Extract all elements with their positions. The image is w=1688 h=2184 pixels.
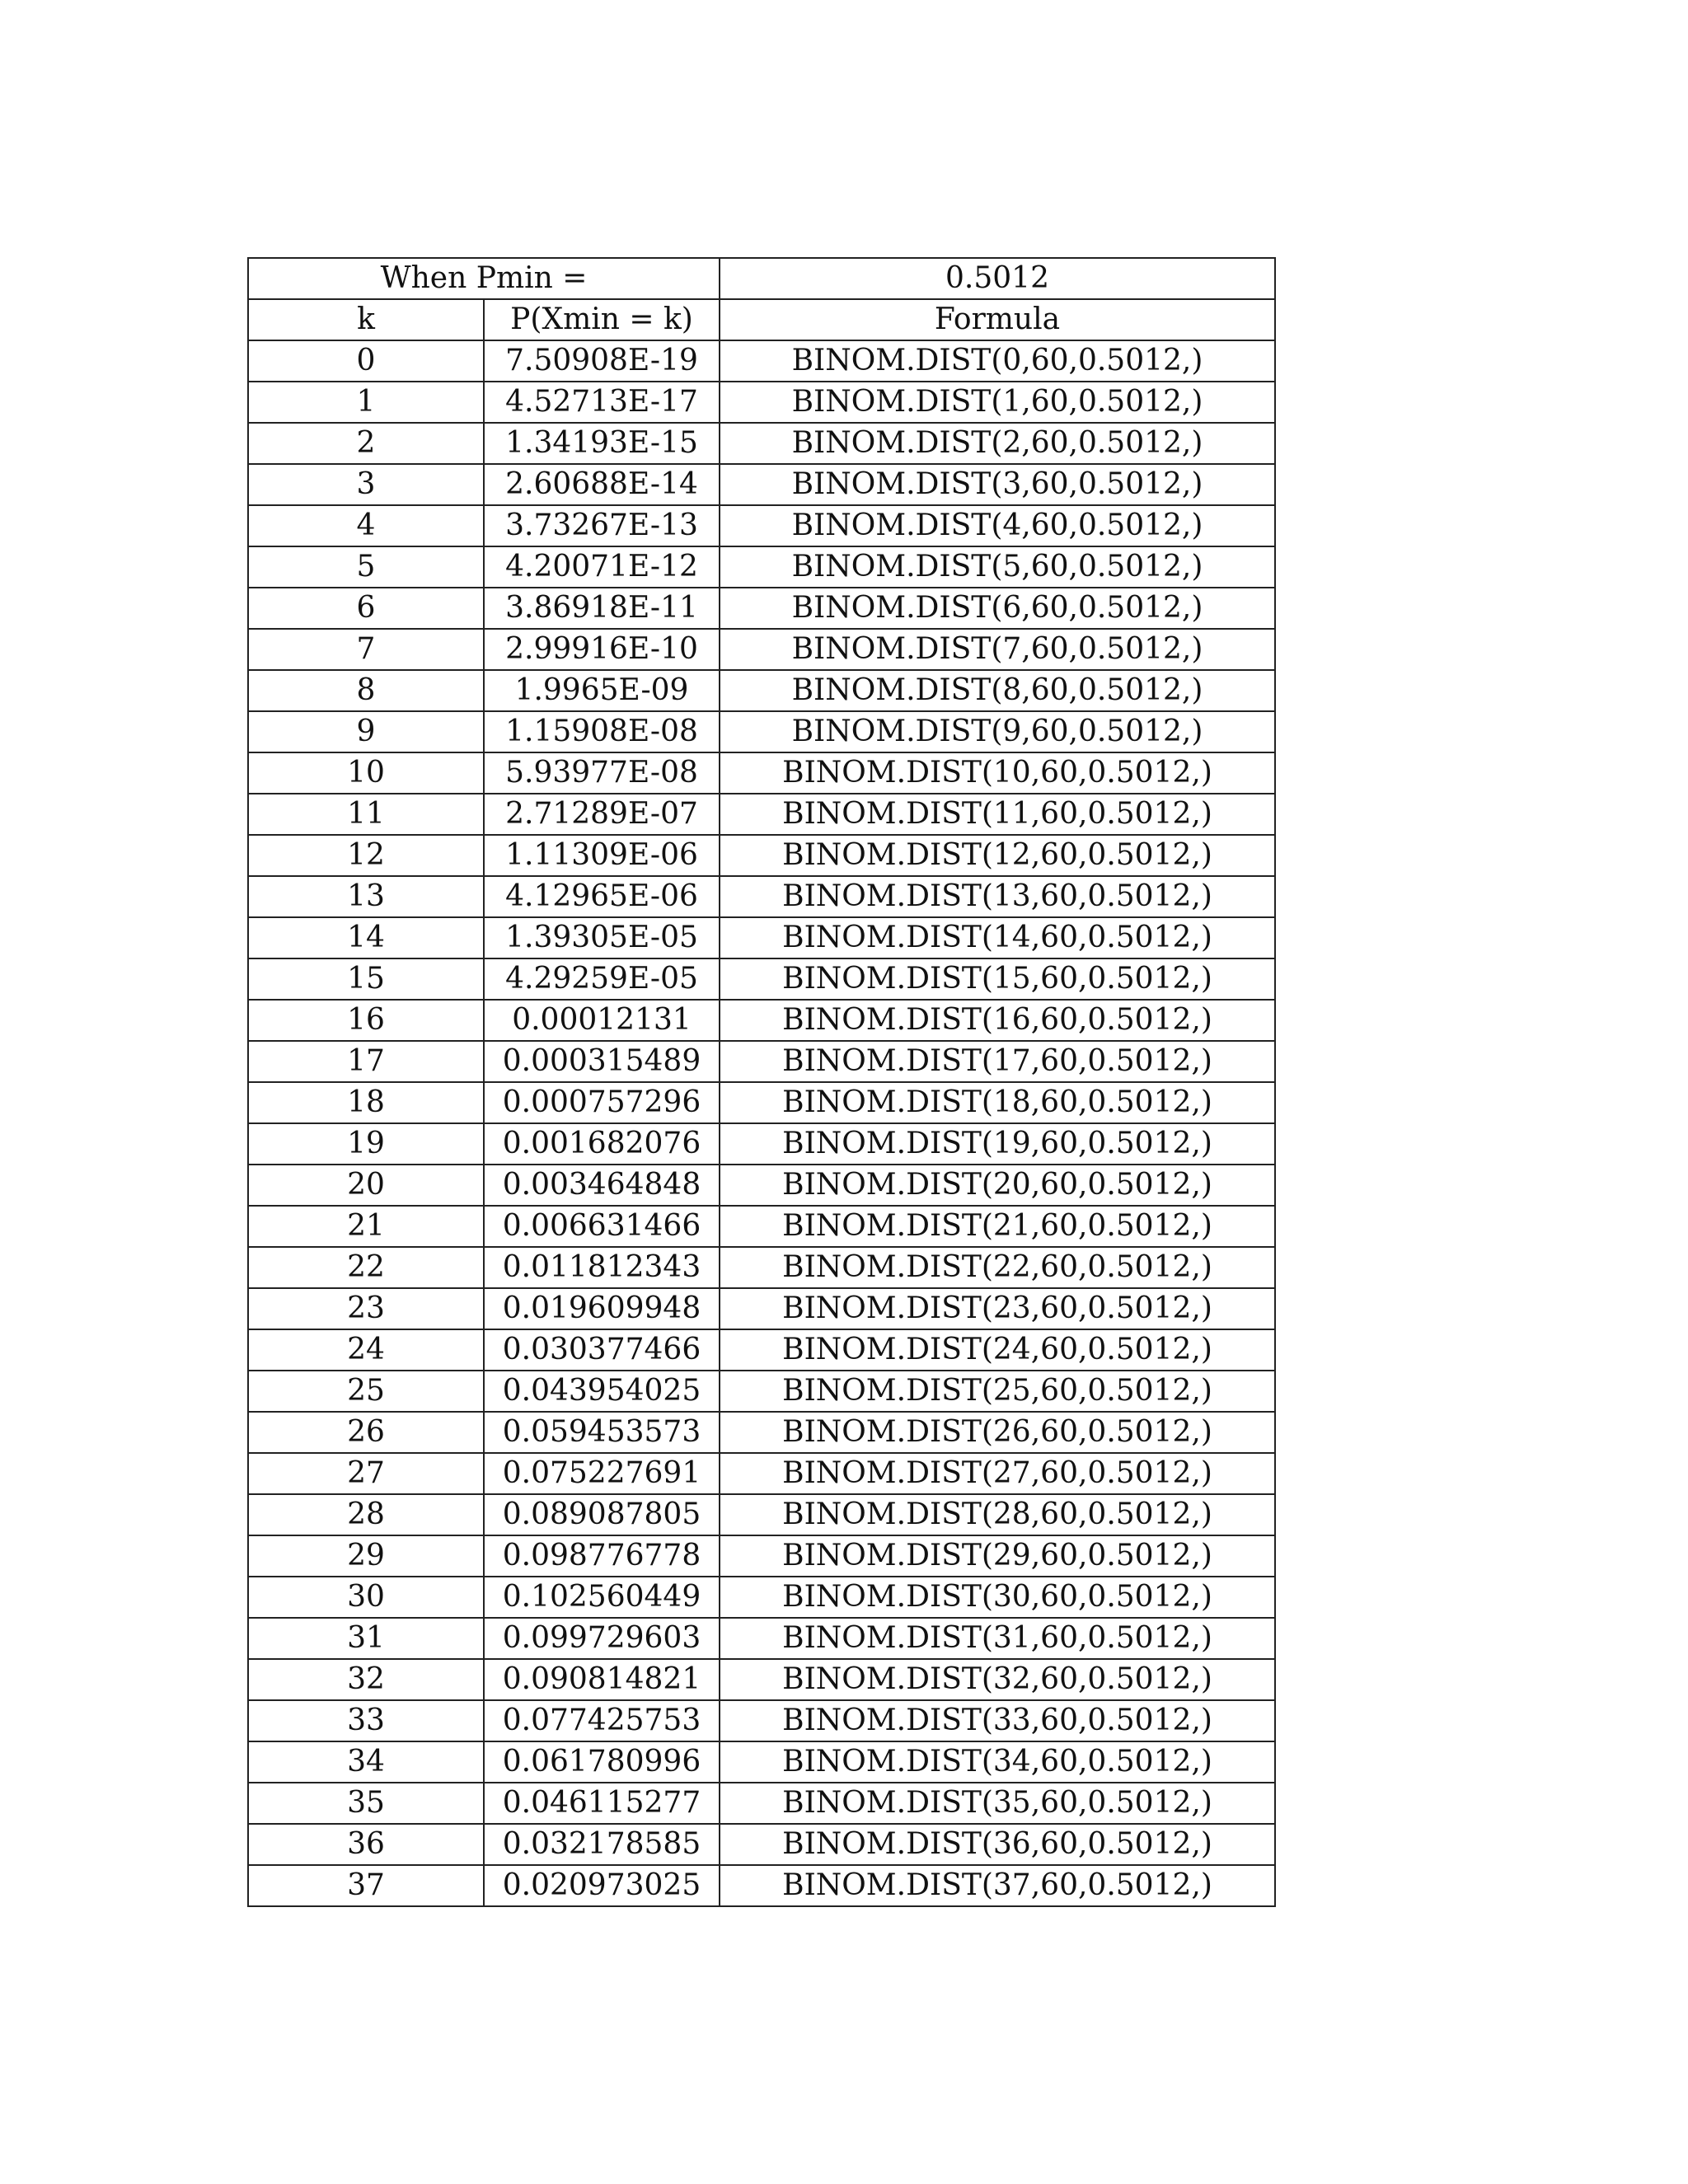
- cell-formula: BINOM.DIST(31,60,0.5012,): [720, 1618, 1275, 1659]
- cell-probability: 0.000757296: [484, 1082, 720, 1123]
- pmin-label: When Pmin =: [248, 258, 720, 299]
- cell-probability: 0.089087805: [484, 1494, 720, 1535]
- cell-formula: BINOM.DIST(25,60,0.5012,): [720, 1371, 1275, 1412]
- cell-probability: 0.003464848: [484, 1165, 720, 1206]
- cell-formula: BINOM.DIST(23,60,0.5012,): [720, 1288, 1275, 1329]
- table-row: [248, 1000, 1275, 1041]
- cell-probability: 4.12965E-06: [484, 876, 720, 917]
- table-row: [248, 1206, 1275, 1247]
- table-row: [248, 1041, 1275, 1082]
- cell-formula: BINOM.DIST(22,60,0.5012,): [720, 1247, 1275, 1288]
- cell-formula: BINOM.DIST(18,60,0.5012,): [720, 1082, 1275, 1123]
- cell-k: 3: [248, 464, 484, 505]
- cell-formula: BINOM.DIST(17,60,0.5012,): [720, 1041, 1275, 1082]
- table-row: [248, 835, 1275, 876]
- cell-probability: 1.39305E-05: [484, 917, 720, 958]
- table-row: [248, 629, 1275, 670]
- cell-k: 2: [248, 423, 484, 464]
- cell-probability: 0.032178585: [484, 1824, 720, 1865]
- cell-formula: BINOM.DIST(28,60,0.5012,): [720, 1494, 1275, 1535]
- cell-probability: 0.075227691: [484, 1453, 720, 1494]
- cell-formula: BINOM.DIST(11,60,0.5012,): [720, 794, 1275, 835]
- table-row: [248, 1453, 1275, 1494]
- table-row: [248, 1783, 1275, 1824]
- table-row: [248, 1371, 1275, 1412]
- pmin-row: [248, 258, 1275, 299]
- cell-formula: BINOM.DIST(35,60,0.5012,): [720, 1783, 1275, 1824]
- cell-probability: 0.006631466: [484, 1206, 720, 1247]
- table-row: [248, 1329, 1275, 1371]
- binomial-table: [247, 257, 1276, 1907]
- table-row: [248, 464, 1275, 505]
- cell-probability: 0.077425753: [484, 1700, 720, 1741]
- cell-k: 35: [248, 1783, 484, 1824]
- table-row: [248, 1700, 1275, 1741]
- cell-probability: 0.102560449: [484, 1577, 720, 1618]
- table-row: [248, 1741, 1275, 1783]
- cell-k: 27: [248, 1453, 484, 1494]
- table-row: [248, 794, 1275, 835]
- cell-formula: BINOM.DIST(2,60,0.5012,): [720, 423, 1275, 464]
- cell-k: 11: [248, 794, 484, 835]
- pmin-value: 0.5012: [720, 258, 1275, 299]
- column-header-row: [248, 299, 1275, 340]
- cell-formula: BINOM.DIST(0,60,0.5012,): [720, 340, 1275, 382]
- cell-k: 9: [248, 711, 484, 752]
- cell-probability: 5.93977E-08: [484, 752, 720, 794]
- cell-k: 24: [248, 1329, 484, 1371]
- cell-probability: 4.52713E-17: [484, 382, 720, 423]
- table-row: [248, 1494, 1275, 1535]
- cell-k: 32: [248, 1659, 484, 1700]
- cell-k: 4: [248, 505, 484, 546]
- cell-formula: BINOM.DIST(29,60,0.5012,): [720, 1535, 1275, 1577]
- column-header-probability: P(Xmin = k): [484, 299, 720, 340]
- table-row: [248, 1123, 1275, 1165]
- table-row: [248, 505, 1275, 546]
- cell-probability: 0.043954025: [484, 1371, 720, 1412]
- cell-formula: BINOM.DIST(37,60,0.5012,): [720, 1865, 1275, 1906]
- cell-k: 21: [248, 1206, 484, 1247]
- cell-formula: BINOM.DIST(33,60,0.5012,): [720, 1700, 1275, 1741]
- cell-k: 23: [248, 1288, 484, 1329]
- cell-formula: BINOM.DIST(8,60,0.5012,): [720, 670, 1275, 711]
- cell-probability: 0.001682076: [484, 1123, 720, 1165]
- cell-k: 15: [248, 958, 484, 1000]
- cell-k: 36: [248, 1824, 484, 1865]
- cell-formula: BINOM.DIST(34,60,0.5012,): [720, 1741, 1275, 1783]
- table-row: [248, 1618, 1275, 1659]
- cell-formula: BINOM.DIST(9,60,0.5012,): [720, 711, 1275, 752]
- cell-probability: 2.60688E-14: [484, 464, 720, 505]
- cell-k: 13: [248, 876, 484, 917]
- table-row: [248, 382, 1275, 423]
- cell-probability: 0.030377466: [484, 1329, 720, 1371]
- cell-formula: BINOM.DIST(14,60,0.5012,): [720, 917, 1275, 958]
- cell-probability: 3.73267E-13: [484, 505, 720, 546]
- cell-k: 22: [248, 1247, 484, 1288]
- cell-probability: 0.046115277: [484, 1783, 720, 1824]
- cell-k: 5: [248, 546, 484, 588]
- cell-k: 6: [248, 588, 484, 629]
- table-row: [248, 1165, 1275, 1206]
- cell-k: 0: [248, 340, 484, 382]
- table-row: [248, 876, 1275, 917]
- cell-k: 34: [248, 1741, 484, 1783]
- cell-k: 10: [248, 752, 484, 794]
- cell-probability: 0.011812343: [484, 1247, 720, 1288]
- cell-probability: 1.11309E-06: [484, 835, 720, 876]
- cell-formula: BINOM.DIST(20,60,0.5012,): [720, 1165, 1275, 1206]
- table-row: [248, 1865, 1275, 1906]
- cell-probability: 0.019609948: [484, 1288, 720, 1329]
- table-row: [248, 546, 1275, 588]
- cell-probability: 0.000315489: [484, 1041, 720, 1082]
- cell-probability: 0.059453573: [484, 1412, 720, 1453]
- table-row: [248, 1082, 1275, 1123]
- cell-k: 25: [248, 1371, 484, 1412]
- table-row: [248, 1577, 1275, 1618]
- cell-k: 17: [248, 1041, 484, 1082]
- cell-probability: 1.15908E-08: [484, 711, 720, 752]
- table-row: [248, 917, 1275, 958]
- cell-probability: 7.50908E-19: [484, 340, 720, 382]
- cell-formula: BINOM.DIST(16,60,0.5012,): [720, 1000, 1275, 1041]
- table-row: [248, 670, 1275, 711]
- cell-k: 7: [248, 629, 484, 670]
- cell-formula: BINOM.DIST(4,60,0.5012,): [720, 505, 1275, 546]
- cell-probability: 0.00012131: [484, 1000, 720, 1041]
- table-row: [248, 1247, 1275, 1288]
- cell-probability: 0.061780996: [484, 1741, 720, 1783]
- table-row: [248, 1288, 1275, 1329]
- cell-probability: 0.099729603: [484, 1618, 720, 1659]
- cell-k: 1: [248, 382, 484, 423]
- cell-probability: 2.99916E-10: [484, 629, 720, 670]
- table-row: [248, 588, 1275, 629]
- table-row: [248, 958, 1275, 1000]
- cell-probability: 4.20071E-12: [484, 546, 720, 588]
- cell-k: 16: [248, 1000, 484, 1041]
- cell-probability: 1.9965E-09: [484, 670, 720, 711]
- cell-k: 8: [248, 670, 484, 711]
- cell-formula: BINOM.DIST(36,60,0.5012,): [720, 1824, 1275, 1865]
- cell-k: 30: [248, 1577, 484, 1618]
- cell-formula: BINOM.DIST(1,60,0.5012,): [720, 382, 1275, 423]
- cell-k: 37: [248, 1865, 484, 1906]
- cell-formula: BINOM.DIST(26,60,0.5012,): [720, 1412, 1275, 1453]
- cell-k: 31: [248, 1618, 484, 1659]
- cell-k: 28: [248, 1494, 484, 1535]
- cell-formula: BINOM.DIST(3,60,0.5012,): [720, 464, 1275, 505]
- cell-k: 20: [248, 1165, 484, 1206]
- table-row: [248, 1535, 1275, 1577]
- cell-formula: BINOM.DIST(7,60,0.5012,): [720, 629, 1275, 670]
- cell-formula: BINOM.DIST(6,60,0.5012,): [720, 588, 1275, 629]
- cell-formula: BINOM.DIST(15,60,0.5012,): [720, 958, 1275, 1000]
- cell-probability: 4.29259E-05: [484, 958, 720, 1000]
- cell-k: 33: [248, 1700, 484, 1741]
- cell-k: 18: [248, 1082, 484, 1123]
- cell-formula: BINOM.DIST(27,60,0.5012,): [720, 1453, 1275, 1494]
- cell-probability: 1.34193E-15: [484, 423, 720, 464]
- cell-formula: BINOM.DIST(13,60,0.5012,): [720, 876, 1275, 917]
- cell-formula: BINOM.DIST(24,60,0.5012,): [720, 1329, 1275, 1371]
- cell-formula: BINOM.DIST(5,60,0.5012,): [720, 546, 1275, 588]
- cell-k: 12: [248, 835, 484, 876]
- table-row: [248, 423, 1275, 464]
- cell-k: 19: [248, 1123, 484, 1165]
- cell-probability: 3.86918E-11: [484, 588, 720, 629]
- column-header-k: k: [248, 299, 484, 340]
- cell-formula: BINOM.DIST(30,60,0.5012,): [720, 1577, 1275, 1618]
- table-body: [248, 258, 1275, 1906]
- cell-k: 14: [248, 917, 484, 958]
- column-header-formula: Formula: [720, 299, 1275, 340]
- table-row: [248, 340, 1275, 382]
- cell-formula: BINOM.DIST(10,60,0.5012,): [720, 752, 1275, 794]
- cell-probability: 0.090814821: [484, 1659, 720, 1700]
- table-row: [248, 1412, 1275, 1453]
- table-row: [248, 752, 1275, 794]
- cell-formula: BINOM.DIST(12,60,0.5012,): [720, 835, 1275, 876]
- cell-formula: BINOM.DIST(32,60,0.5012,): [720, 1659, 1275, 1700]
- table-row: [248, 1659, 1275, 1700]
- cell-probability: 0.098776778: [484, 1535, 720, 1577]
- cell-k: 26: [248, 1412, 484, 1453]
- cell-probability: 0.020973025: [484, 1865, 720, 1906]
- cell-probability: 2.71289E-07: [484, 794, 720, 835]
- cell-k: 29: [248, 1535, 484, 1577]
- table-row: [248, 1824, 1275, 1865]
- cell-formula: BINOM.DIST(19,60,0.5012,): [720, 1123, 1275, 1165]
- cell-formula: BINOM.DIST(21,60,0.5012,): [720, 1206, 1275, 1247]
- table-row: [248, 711, 1275, 752]
